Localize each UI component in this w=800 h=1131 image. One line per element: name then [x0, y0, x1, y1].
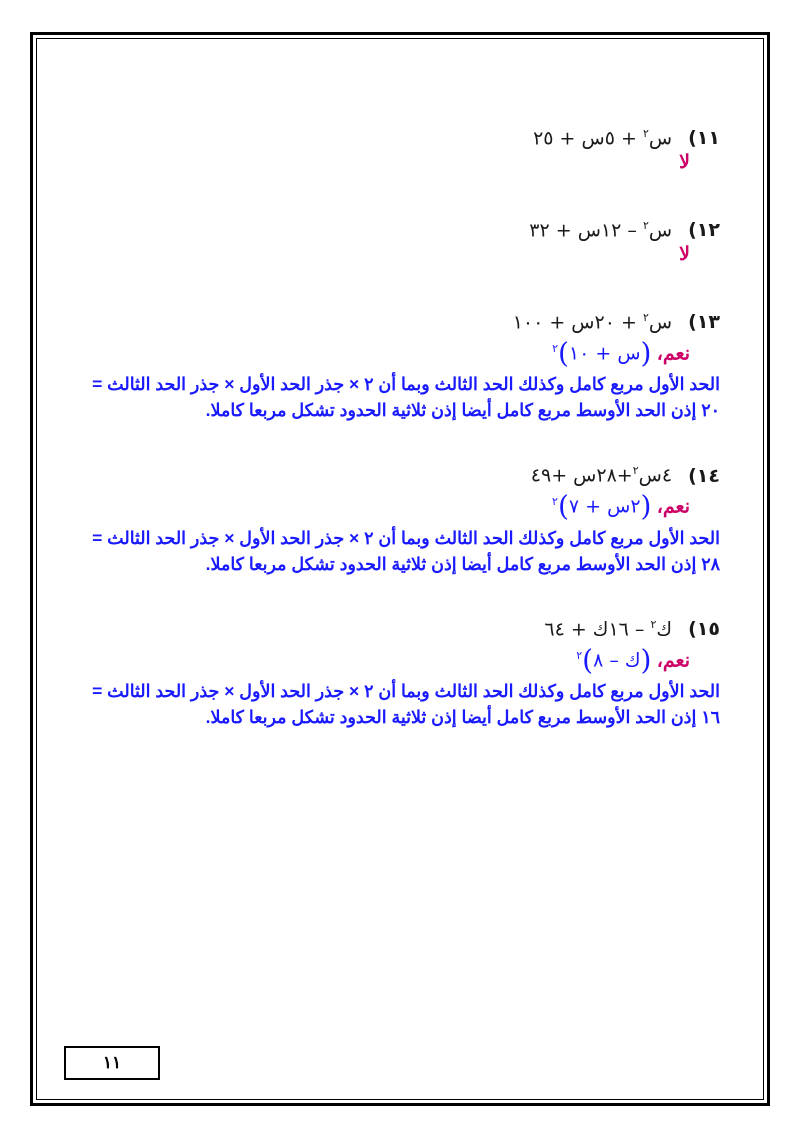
expr-rest: – ١٢س + ٣٢ — [529, 219, 643, 242]
explanation: الحد الأول مربع كامل وكذلك الحد الثالث وبما أن ٢ × جذر الحد الأول × جذر الحد الثالث = ٢٠ إذن الحد الأوسط مربع كامل أيضا إذن ثلاثية الحدود تشكل مربعا كاملا. — [92, 374, 720, 421]
worksheet-content — [80, 120, 720, 764]
exponent: ٢ — [642, 127, 649, 140]
problem-expression — [80, 611, 720, 639]
problem-13 — [80, 304, 720, 423]
exponent: ٢ — [642, 219, 649, 232]
exponent: ٢ — [632, 464, 639, 478]
expr-rest: + ٢٠س + ١٠٠ — [512, 311, 643, 334]
factored-form: س + ١٠ — [568, 342, 641, 365]
factored-form: ٢س + ٧ — [568, 495, 641, 518]
problem-expression — [80, 120, 720, 148]
page-number: ١١ — [102, 1053, 122, 1072]
expr-term: س — [648, 311, 673, 334]
problem-number: ١٤) — [688, 464, 720, 487]
explanation: الحد الأول مربع كامل وكذلك الحد الثالث وبما أن ٢ × جذر الحد الأول × جذر الحد الثالث = ١٦ إذن الحد الأوسط مربع كامل أيضا إذن ثلاثية الحدود تشكل مربعا كاملا. — [92, 680, 720, 727]
problem-expression — [80, 212, 720, 240]
factor-exponent: ٢ — [576, 649, 583, 662]
factored-form: ك – ٨ — [593, 648, 641, 671]
problem-expression — [80, 457, 720, 485]
problem-12 — [80, 212, 720, 270]
problem-11 — [80, 120, 720, 178]
answer-yes: نعم، — [656, 343, 690, 365]
problem-number: ١٣) — [688, 311, 720, 334]
answer-yes-line: نعم، (ك – ٨)$^٢$ — [576, 642, 690, 676]
problem-number: ١٥) — [688, 617, 720, 640]
problem-15 — [80, 611, 720, 730]
expr-term: س — [648, 219, 673, 242]
explanation: الحد الأول مربع كامل وكذلك الحد الثالث وبما أن ٢ × جذر الحد الأول × جذر الحد الثالث = ٢٨ إذن الحد الأوسط مربع كامل أيضا إذن ثلاثية الحدود تشكل مربعا كاملا. — [92, 527, 720, 574]
expr-term: ٤س — [638, 464, 673, 487]
page-number-box — [64, 1046, 160, 1080]
exponent: ٢ — [642, 311, 649, 324]
expr-term: س — [648, 127, 673, 150]
problem-expression — [80, 304, 720, 332]
answer-yes-line: نعم، (س + ١٠)$^٢$ — [552, 336, 690, 370]
answer-no: لا — [679, 152, 690, 173]
problem-14 — [80, 457, 720, 576]
answer-yes: نعم، — [656, 649, 690, 671]
factor-exponent: ٢ — [552, 496, 558, 509]
factor-exponent: ٢ — [552, 343, 558, 355]
expr-rest: – ١٦ك + ٦٤ — [544, 617, 651, 640]
expr-rest: + ٥س + ٢٥ — [533, 127, 643, 150]
problem-number: ١٢) — [688, 219, 720, 242]
answer-yes: نعم، — [656, 496, 690, 518]
answer-yes-line: نعم، (٢س + ٧)$^٢$ — [552, 489, 690, 523]
problem-number: ١١) — [688, 127, 720, 150]
expr-term: ك — [656, 617, 673, 640]
exponent: ٢ — [650, 617, 657, 631]
answer-no: لا — [679, 244, 690, 265]
expr-rest: +٢٨س +٤٩ — [530, 464, 633, 487]
